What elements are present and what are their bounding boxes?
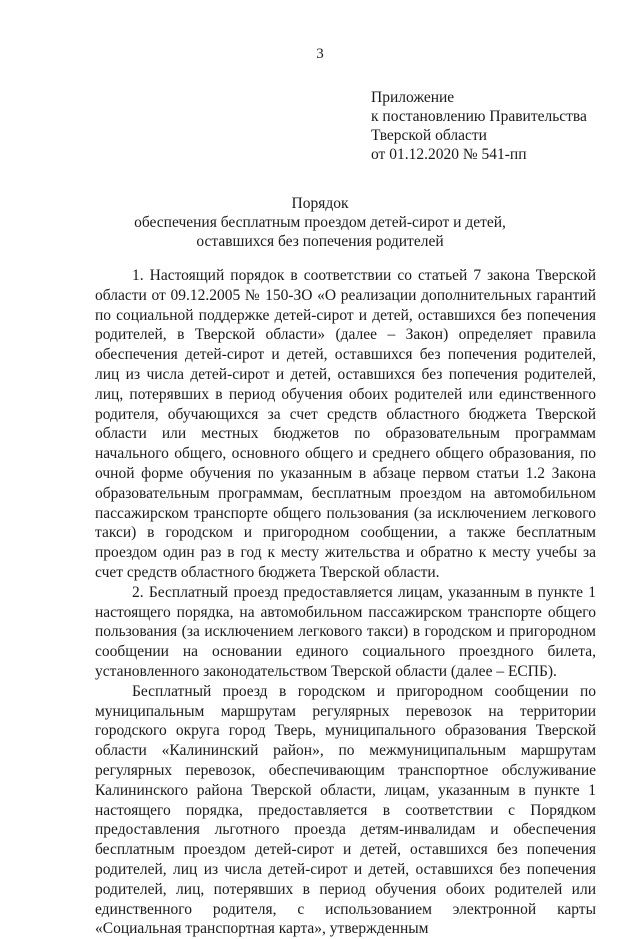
title-line: Порядок	[291, 195, 349, 212]
appendix-block	[371, 88, 587, 164]
appendix-line: Тверской области	[371, 127, 487, 144]
appendix-line: к постановлению Правительства	[371, 108, 587, 125]
document-title	[0, 194, 640, 251]
paragraph-1: 1. Настоящий порядок в соответствии со статьей 7 закона Тверской области от 09.12.2005 № 150-ЗО «О реализации дополнительных гарантий по социальной поддержке детей-сирот и детей, оставшихся без попечения родителей, в Тверской области» (далее – Закон) определяет правила обеспечения детей-сирот и детей, оставшихся без попечения родителей, лиц из числа детей-сирот и детей, оставшихся без попечения родителей, лиц, потерявших в период обучения обоих родителей или единственного родителя, обучающихся за счет средств областного бюджета Тверской области или местных бюджетов по образовательным программам начального общего, основного общего и среднего общего образования, по очной форме обучения по указанным в абзаце первом статьи 1.2 Закона образовательным программам, бесплатным проездом на автомобильном пассажирском транспорте общего пользования (за исключением легкового такси) в городском и пригородном сообщении, а также бесплатным проездом один раз в год к месту жительства и обратно к месту учебы за счет средств областного бюджета Тверской области.	[95, 267, 596, 581]
appendix-line: от 01.12.2020 № 541-пп	[371, 146, 527, 163]
paragraph-2: 2. Бесплатный проезд предоставляется лицам, указанным в пункте 1 настоящего порядка, на автомобильном пассажирском транспорте общего пользования (за исключением легкового такси) в городском и пригородном сообщении на основании единого социального проездного билета, установленного законодательством Тверской области (далее – ЕСПБ).	[95, 583, 596, 680]
paragraph-3: Бесплатный проезд в городском и пригородном сообщении по муниципальным маршрутам регулярных перевозок на территории городского округа город Тверь, муниципального образования Тверской области «Калининский район», по межмуниципальным маршрутам регулярных перевозок, обеспечивающим транспортное обслуживание Калининского района Тверской области, лицам, указанным в пункте 1 настоящего порядка, предоставляется в соответствии с Порядком предоставления льготного проезда детям-инвалидам и обеспечения бесплатным проездом детей-сирот и детей, оставшихся без попечения родителей, лиц из числа детей-сирот и детей, оставшихся без попечения родителей, лиц, потерявших в период обучения обоих родителей или единственного родителя, с использованием электронной карты «Социальная транспортная карта», утвержденным	[95, 682, 596, 938]
appendix-line: Приложение	[371, 89, 455, 106]
title-line: обеспечения бесплатным проездом детей-сирот и детей,	[134, 214, 506, 231]
document-body	[95, 266, 596, 939]
title-line: оставшихся без попечения родителей	[196, 233, 444, 250]
page-number: 3	[316, 46, 324, 62]
